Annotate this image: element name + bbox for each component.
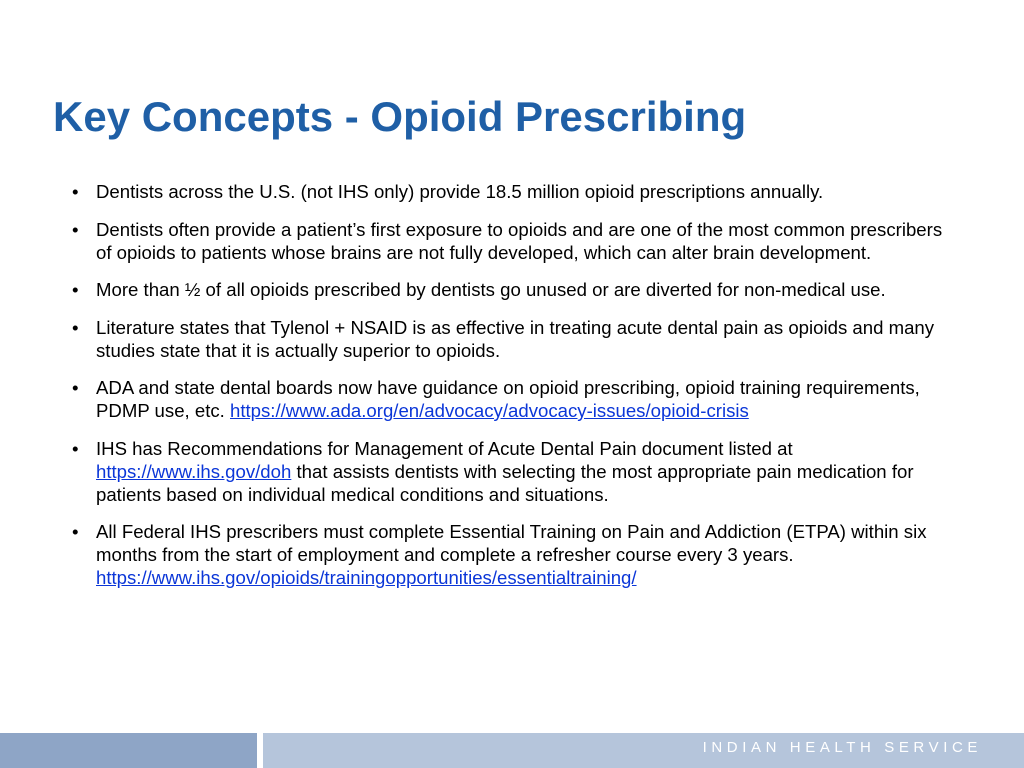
bullet-marker: •	[72, 181, 79, 202]
bullet-list	[72, 180, 962, 604]
bullet-text: Dentists often provide a patient’s first exposure to opioids and are one of the most common prescribers of opioids to patients whose brains are not fully developed, which can alter brain development.	[96, 218, 943, 263]
bullet-marker: •	[72, 377, 79, 398]
bullet-text: IHS has Recommendations for Management of Acute Dental Pain document listed at	[96, 437, 793, 459]
bullet-marker: •	[72, 279, 79, 300]
bullet-text: All Federal IHS prescribers must complete Essential Training on Pain and Addiction (ETPA) within six months from the start of employment and complete a refresher course every 3 years.	[96, 521, 927, 565]
bullet-text: that assists dentists with selecting the most appropriate pain medication for patients based on individual medical conditions and situations.	[96, 460, 914, 505]
bullet-marker: •	[72, 437, 79, 459]
bullet-item-prescriptions-annually	[72, 180, 962, 203]
bullet-marker: •	[72, 218, 79, 240]
bullet-text: ADA and state dental boards now have guidance on opioid prescribing, opioid training requirements, PDMP use, etc.	[96, 377, 920, 421]
footer-label: INDIAN HEALTH SERVICE	[702, 739, 982, 756]
bullet-marker: •	[72, 521, 79, 542]
bullet-text: Literature states that Tylenol + NSAID is as effective in treating acute dental pain as opioids and many studies state that it is actually superior to opioids.	[96, 316, 935, 361]
bullet-item-etpa-training	[72, 520, 962, 589]
bullet-item-first-exposure	[72, 218, 962, 264]
slide-title: Key Concepts - Opioid Prescribing	[53, 93, 747, 140]
bullet-item-ada-guidance	[72, 376, 962, 422]
bullet-item-unused-opioids	[72, 278, 962, 301]
bullet-text: More than ½ of all opioids prescribed by dentists go unused or are diverted for non-medical use.	[96, 279, 886, 300]
ihs-essential-training-link[interactable]: https://www.ihs.gov/opioids/trainingopportunities/essentialtraining/	[96, 567, 637, 588]
bullet-text: Dentists across the U.S. (not IHS only) provide 18.5 million opioid prescriptions annually.	[96, 181, 824, 202]
bullet-marker: •	[72, 316, 79, 338]
ada-opioid-crisis-link[interactable]: https://www.ada.org/en/advocacy/advocacy-issues/opioid-crisis	[230, 400, 749, 421]
bullet-item-ihs-recommendations	[72, 437, 962, 506]
bullet-item-tylenol-nsaid	[72, 316, 962, 362]
ihs-doh-link[interactable]: https://www.ihs.gov/doh	[96, 460, 292, 482]
footer-bar-left	[0, 733, 257, 768]
